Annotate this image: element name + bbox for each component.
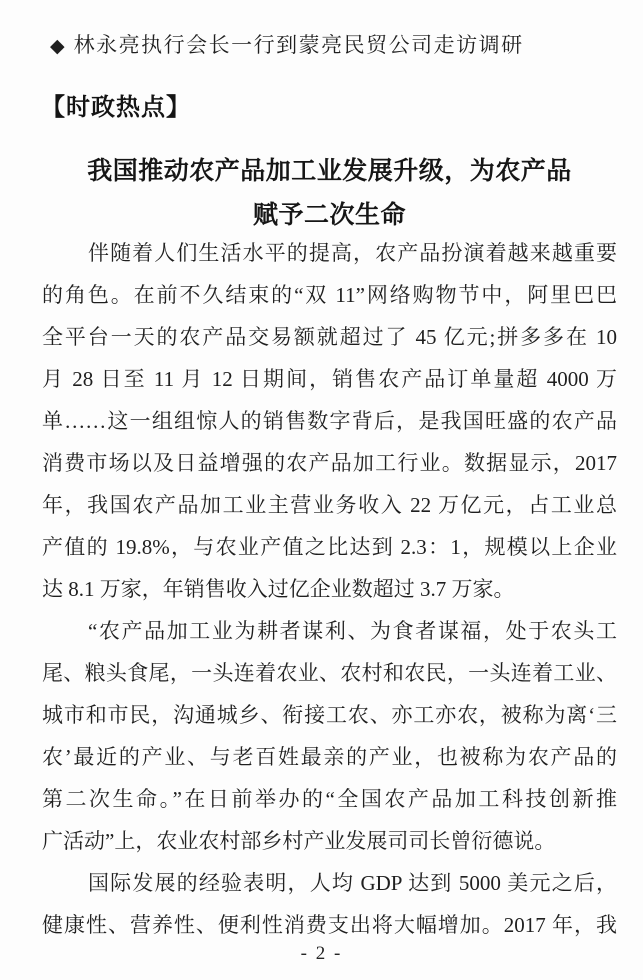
body-line: 国际发展的经验表明，人均 GDP 达到 5000 美元之后， bbox=[88, 871, 617, 895]
diamond-bullet-icon: ◆ bbox=[50, 36, 65, 57]
body-line: 健康性、营养性、便利性消费支出将大幅增加。2017 年，我 bbox=[42, 913, 617, 937]
paragraph-3 bbox=[42, 862, 617, 946]
body-line: “农产品加工业为耕者谋利、为食者谋福，处于农头工 bbox=[88, 619, 617, 643]
paragraph-1 bbox=[42, 232, 617, 610]
body-line: 单……这一组组惊人的销售数字背后，是我国旺盛的农产品 bbox=[42, 409, 617, 433]
body-line: 全平台一天的农产品交易额就超过了 45 亿元;拼多多在 10 bbox=[42, 325, 617, 349]
news-list-item bbox=[50, 30, 623, 62]
body-line: 产值的 19.8%，与农业产值之比达到 2.3：1，规模以上企业 bbox=[42, 535, 617, 559]
page-number: - 2 - bbox=[300, 943, 343, 964]
body-line: 农’最近的产业、与老百姓最亲的产业，也被称为农产品的 bbox=[42, 745, 617, 769]
body-line: 消费市场以及日益增强的农产品加工行业。数据显示，2017 bbox=[42, 451, 617, 475]
body-line: 的角色。在前不久结束的“双 11”网络购物节中，阿里巴巴 bbox=[42, 283, 617, 307]
body-line: 尾、粮头食尾，一头连着农业、农村和农民，一头连着工业、 bbox=[42, 661, 617, 685]
paragraph-2 bbox=[42, 610, 617, 862]
article-body bbox=[42, 232, 617, 946]
body-line: 城市和市民，沟通城乡、衔接工农、亦工亦农，被称为离‘三 bbox=[42, 703, 617, 727]
news-item-text: 林永亮执行会长一行到蒙亮民贸公司走访调研 bbox=[73, 33, 524, 57]
article-title bbox=[42, 150, 617, 238]
body-line: 广活动”上，农业农村部乡村产业发展司司长曾衍德说。 bbox=[42, 829, 556, 853]
body-line: 伴随着人们生活水平的提高，农产品扮演着越来越重要 bbox=[88, 241, 617, 265]
body-line: 第二次生命。”在日前举办的“全国农产品加工科技创新推 bbox=[42, 787, 617, 811]
section-header: 【时政热点】 bbox=[41, 94, 191, 121]
article-title-line-2: 赋予二次生命 bbox=[252, 202, 406, 229]
body-line: 月 28 日至 11 月 12 日期间，销售农产品订单量超 4000 万 bbox=[42, 367, 617, 391]
article-title-line-1: 我国推动农产品加工业发展升级，为农产品 bbox=[87, 158, 572, 185]
body-line: 达 8.1 万家，年销售收入过亿企业数超过 3.7 万家。 bbox=[42, 577, 515, 601]
body-line: 年，我国农产品加工业主营业务收入 22 万亿元，占工业总 bbox=[42, 493, 617, 517]
